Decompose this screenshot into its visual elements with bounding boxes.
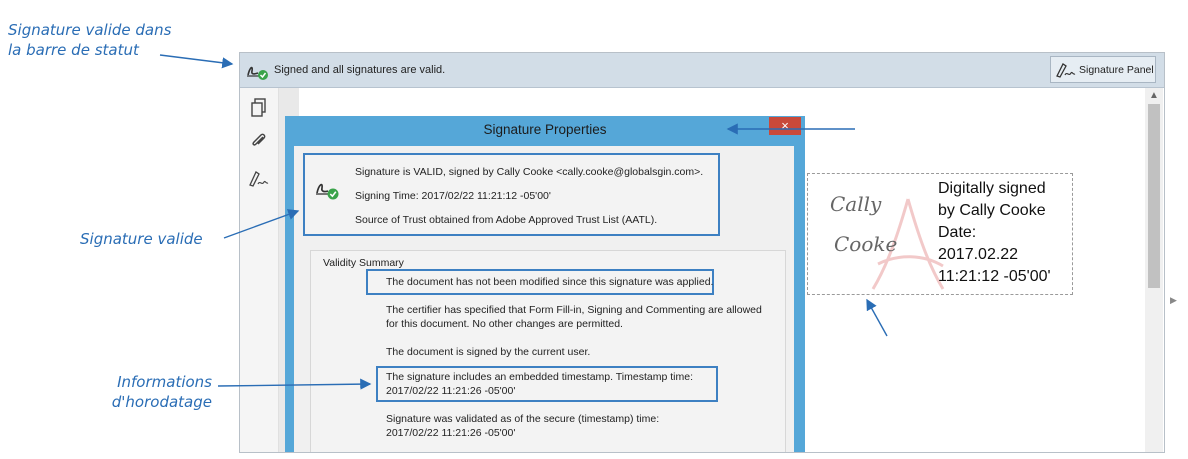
- callout-timestamp-line2: d'horodatage: [111, 393, 212, 411]
- pages-icon[interactable]: [250, 98, 268, 118]
- sig-text-line1: Digitally signed: [938, 180, 1046, 197]
- signature-valid-icon: [315, 177, 341, 201]
- scroll-thumb[interactable]: [1148, 104, 1160, 288]
- callout-valid: Signature valide: [80, 230, 203, 248]
- signature-pen-icon-sidebar[interactable]: [248, 168, 270, 188]
- validity-summary-title: Validity Summary: [323, 257, 404, 269]
- dialog-title: Signature Properties: [483, 122, 607, 137]
- expand-right-icon[interactable]: ▶: [1170, 295, 1177, 305]
- sig-text-line4: 2017.02.22: [938, 246, 1019, 263]
- sig-text-line5: 11:21:12 -05'00': [938, 268, 1051, 285]
- validity-line-current-user: The document is signed by the current user.: [386, 346, 591, 358]
- vertical-scrollbar[interactable]: [1145, 88, 1163, 452]
- cursive-first-name: Cally: [830, 192, 882, 216]
- close-button[interactable]: ×: [769, 117, 801, 135]
- signing-time-text: Signing Time: 2017/02/22 11:21:12 -05'00': [355, 190, 551, 202]
- callout-statusbar: [8, 20, 171, 60]
- validity-line-timestamp-1: The signature includes an embedded timestamp. Timestamp time:: [386, 371, 693, 383]
- left-tool-rail: [240, 88, 279, 452]
- dialog-body: [294, 146, 794, 453]
- validity-summary: [310, 250, 786, 453]
- validity-line-certifier-1: The certifier has specified that Form Fill-in, Signing and Commenting are allowed: [386, 304, 762, 316]
- cursive-last-name: Cooke: [834, 232, 898, 256]
- visible-signature[interactable]: [807, 173, 1073, 295]
- validity-line-validated-1: Signature was validated as of the secure (timestamp) time:: [386, 413, 660, 425]
- validity-line-unmodified: The document has not been modified since this signature was applied.: [386, 276, 714, 288]
- attachment-icon[interactable]: [250, 131, 268, 151]
- trust-source-text: Source of Trust obtained from Adobe Approved Trust List (AATL).: [355, 214, 658, 226]
- sig-text-line2: by Cally Cooke: [938, 202, 1046, 219]
- callout-timestamp-line1: Informations: [117, 373, 212, 391]
- signature-status-bar: [240, 53, 1164, 88]
- signature-status-box: [303, 153, 720, 236]
- callout-timestamp: [90, 372, 212, 412]
- validity-line-timestamp-2: 2017/02/22 11:21:26 -05'00': [386, 385, 516, 397]
- signature-valid-icon: [246, 61, 270, 81]
- signature-valid-text: Signature is VALID, signed by Cally Cooke <cally.cooke@globalsgin.com>.: [355, 166, 704, 178]
- scroll-up-icon[interactable]: ▲: [1149, 90, 1159, 101]
- sig-text-line3: Date:: [938, 224, 977, 241]
- signature-panel-label: Signature Panel: [1079, 64, 1154, 76]
- validity-line-certifier-2: for this document. No other changes are permitted.: [386, 318, 623, 330]
- callout-statusbar-line1: Signature valide dans: [8, 21, 172, 39]
- signature-pen-icon: [1055, 61, 1077, 79]
- signature-properties-dialog: [285, 116, 805, 453]
- status-text: Signed and all signatures are valid.: [274, 64, 446, 76]
- signature-panel-button[interactable]: [1050, 56, 1156, 83]
- callout-statusbar-line2: la barre de statut: [8, 41, 139, 59]
- validity-line-validated-2: 2017/02/22 11:21:26 -05'00': [386, 427, 516, 439]
